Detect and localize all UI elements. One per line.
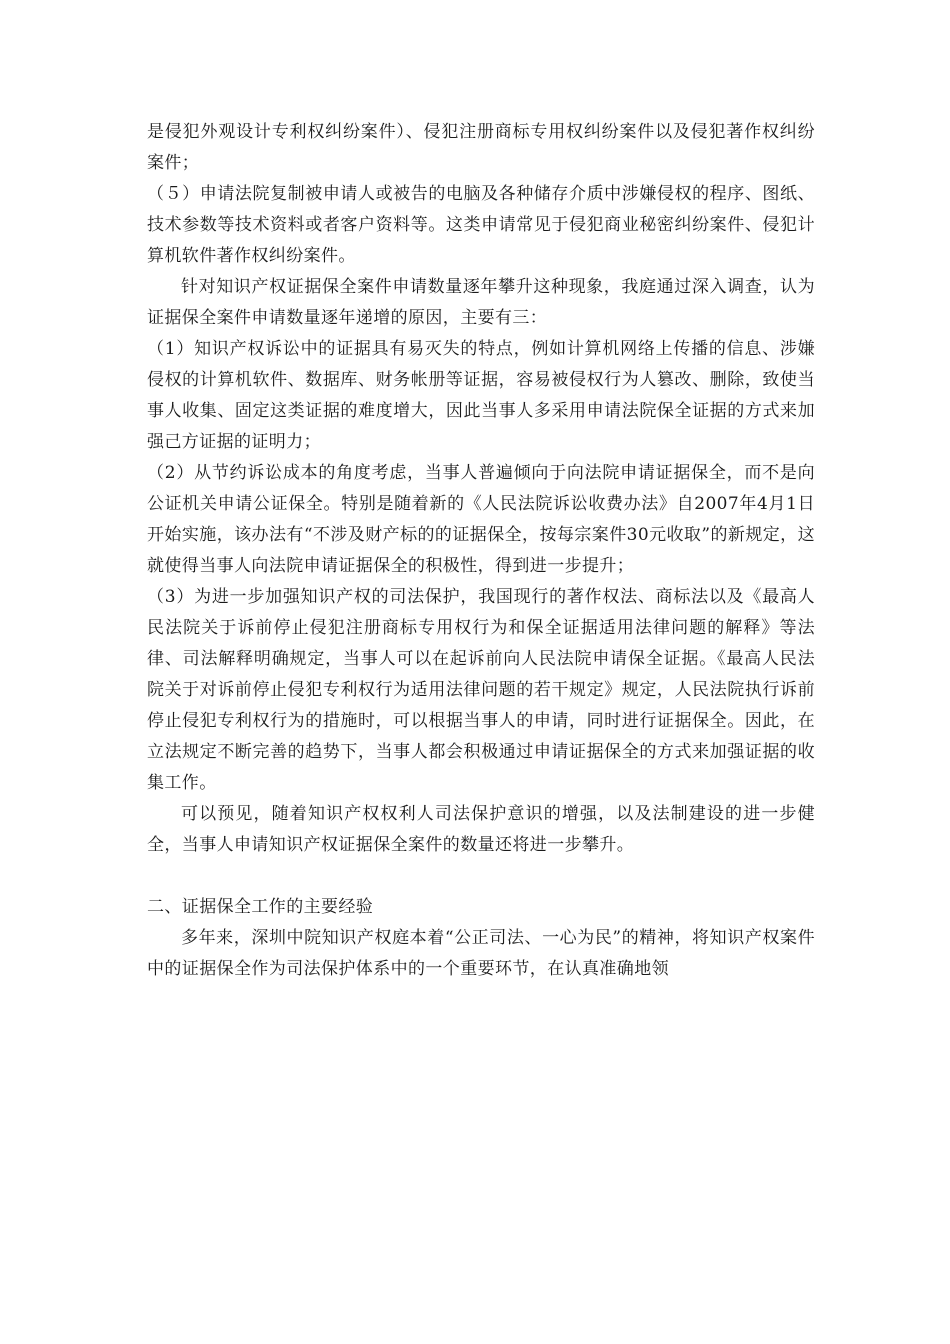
paragraph-reason-3: （3）为进一步加强知识产权的司法保护，我国现行的著作权法、商标法以及《最高人民法院关于诉前停止侵犯注册商标专用权行为和保全证据适用法律问题的解释》等法律、司法解释明确规定，当事人可以在起诉前向人民法院申请保全证据。《最高人民法院关于对诉前停止侵犯专利权行为适用法律问题的若干规定》规定，人民法院执行诉前停止侵犯专利权行为的措施时，可以根据当事人的申请，同时进行证据保全。因此，在立法规定不断完善的趋势下，当事人都会积极通过申请证据保全的方式来加强证据的收集工作。 xyxy=(147,587,815,793)
paragraph-section2-start: 多年来，深圳中院知识产权庭本着“公正司法、一心为民”的精神，将知识产权案件中的证据保全作为司法保护体系中的一个重要环节，在认真准确地领 xyxy=(147,928,815,979)
section-gap xyxy=(147,861,815,892)
paragraph-reason-2: （2）从节约诉讼成本的角度考虑，当事人普遍倾向于向法院申请证据保全，而不是向公证机关申请公证保全。特别是随着新的《人民法院诉讼收费办法》自2007年4月1日开始实施，该办法有“不涉及财产标的的证据保全，按每宗案件30元收取”的新规定，这就使得当事人向法院申请证据保全的积极性，得到进一步提升； xyxy=(147,463,815,576)
paragraph-reason-1: （1）知识产权诉讼中的证据具有易灭失的特点，例如计算机网络上传播的信息、涉嫌侵权的计算机软件、数据库、财务帐册等证据，容易被侵权行为人篡改、删除，致使当事人收集、固定这类证据的难度增大，因此当事人多采用申请法院保全证据的方式来加强己方证据的证明力； xyxy=(147,339,815,452)
paragraph-item-5: （５）申请法院复制被申请人或被告的电脑及各种储存介质中涉嫌侵权的程序、图纸、技术参数等技术资料或者客户资料等。这类申请常见于侵犯商业秘密纠纷案件、侵犯计算机软件著作权纠纷案件。 xyxy=(147,184,815,266)
paragraph-continuation: 是侵犯外观设计专利权纠纷案件）、侵犯注册商标专用权纠纷案件以及侵犯著作权纠纷案件； xyxy=(147,122,815,173)
document-body xyxy=(147,117,815,985)
section-heading: 二、证据保全工作的主要经验 xyxy=(147,897,374,917)
paragraph-outlook: 可以预见，随着知识产权权利人司法保护意识的增强，以及法制建设的进一步健全，当事人申请知识产权证据保全案件的数量还将进一步攀升。 xyxy=(147,804,815,855)
paragraph-reasons-intro: 针对知识产权证据保全案件申请数量逐年攀升这种现象，我庭通过深入调查，认为证据保全案件申请数量逐年递增的原因，主要有三： xyxy=(147,277,815,328)
